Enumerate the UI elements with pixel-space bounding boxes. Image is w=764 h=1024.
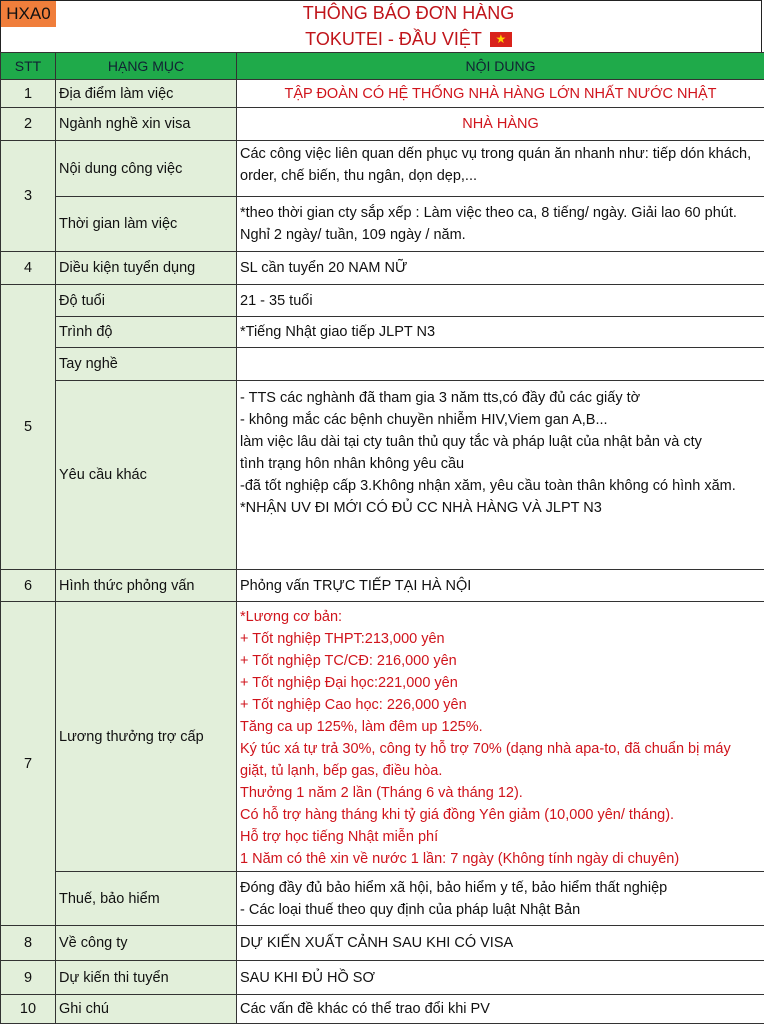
row-category: Độ tuổi	[56, 285, 237, 317]
table-row	[1, 348, 764, 381]
row-category: Về công ty	[56, 926, 237, 961]
row-content: 21 - 35 tuổi	[237, 285, 764, 317]
row-category: Dự kiến thi tuyển	[56, 961, 237, 995]
row-category: Diều kiện tuyển dụng	[56, 252, 237, 285]
row-category: Thời gian làm việc	[56, 197, 237, 252]
table-row	[1, 108, 764, 141]
row-number: 3	[1, 141, 56, 252]
table-row	[1, 317, 764, 348]
order-code: HXA0	[1, 1, 56, 27]
row-number: 10	[1, 995, 56, 1024]
row-content	[237, 348, 764, 381]
row-category: Địa điểm làm việc	[56, 80, 237, 108]
row-category: Tay nghề	[56, 348, 237, 381]
table-row	[1, 197, 764, 252]
row-category: Yêu cầu khác	[56, 381, 237, 570]
row-category: Thuế, bảo hiểm	[56, 872, 237, 926]
table-row	[1, 141, 764, 197]
table-row	[1, 381, 764, 570]
row-category: Hình thức phỏng vấn	[56, 570, 237, 602]
row-content: Phỏng vấn TRỰC TIẾP TẠI HÀ NỘI	[237, 570, 764, 602]
row-number: 6	[1, 570, 56, 602]
row-content: Các vấn đề khác có thể trao đổi khi PV	[237, 995, 764, 1024]
row-content: DỰ KIẾN XUẤT CẢNH SAU KHI CÓ VISA	[237, 926, 764, 961]
row-content: SAU KHI ĐỦ HỒ SƠ	[237, 961, 764, 995]
vietnam-flag-icon	[490, 32, 512, 47]
job-details-table	[0, 52, 764, 1024]
row-category: Ngành nghề xin visa	[56, 108, 237, 141]
row-content: *Tiếng Nhật giao tiếp JLPT N3	[237, 317, 764, 348]
row-category: Trình độ	[56, 317, 237, 348]
row-number: 1	[1, 80, 56, 108]
row-content: NHÀ HÀNG	[237, 108, 764, 141]
column-header-content: NỘI DUNG	[237, 53, 764, 80]
table-row	[1, 80, 764, 108]
row-content: TẬP ĐOÀN CÓ HỆ THỐNG NHÀ HÀNG LỚN NHẤT NƯỚC NHẬT	[237, 80, 764, 108]
page-title: THÔNG BÁO ĐƠN HÀNG	[302, 3, 515, 23]
row-category: Lương thưởng trợ cấp	[56, 602, 237, 872]
table-header-row	[1, 53, 764, 80]
row-content: SL cần tuyển 20 NAM NỮ	[237, 252, 764, 285]
row-number: 8	[1, 926, 56, 961]
table-row	[1, 285, 764, 317]
row-category: Nội dung công việc	[56, 141, 237, 197]
table-row	[1, 602, 764, 872]
title-block	[0, 0, 762, 52]
row-number: 4	[1, 252, 56, 285]
row-content: - TTS các nghành đã tham gia 3 năm tts,có đầy đủ các giấy tờ - không mắc các bệnh chuyền nhiễm HIV,Viem gan A,B... làm việc lâu dài tại cty tuân thủ quy tắc và pháp luật của nhật bản và cty tình trạng hôn nhân không yêu cầu -đã tốt nghiệp cấp 3.Không nhận xăm, yêu cầu toàn thân không có hình xăm. *NHẬN UV ĐI MỚI CÓ ĐỦ CC NHÀ HÀNG VÀ JLPT N3	[237, 381, 764, 570]
column-header-category: HẠNG MỤC	[56, 53, 237, 80]
row-content: Các công việc liên quan dến phục vụ trong quán ăn nhanh như: tiếp dón khách, order, chế biến, thu ngân, dọn dẹp,...	[237, 141, 764, 197]
row-number: 7	[1, 602, 56, 926]
table-row	[1, 570, 764, 602]
row-content: Đóng đầy đủ bảo hiểm xã hội, bảo hiểm y tế, bảo hiểm thất nghiệp - Các loại thuế theo quy định của pháp luật Nhật Bản	[237, 872, 764, 926]
table-row	[1, 252, 764, 285]
row-content: *theo thời gian cty sắp xếp : Làm việc theo ca, 8 tiếng/ ngày. Giải lao 60 phút. Nghỉ 2 ngày/ tuần, 109 ngày / năm.	[237, 197, 764, 252]
table-row	[1, 926, 764, 961]
table-row	[1, 995, 764, 1024]
table-row	[1, 872, 764, 926]
row-number: 9	[1, 961, 56, 995]
table-row	[1, 961, 764, 995]
row-category: Ghi chú	[56, 995, 237, 1024]
row-number: 5	[1, 285, 56, 570]
page-subtitle	[56, 29, 761, 50]
row-number: 2	[1, 108, 56, 141]
column-header-stt: STT	[1, 53, 56, 80]
subtitle-text: TOKUTEI - ĐẦU VIỆT	[305, 29, 482, 49]
row-content: *Lương cơ bản: + Tốt nghiệp THPT:213,000 yên + Tốt nghiệp TC/CĐ: 216,000 yên + Tốt nghiệp Đại học:221,000 yên + Tốt nghiệp Cao học: 226,000 yên Tăng ca up 125%, làm đêm up 125%. Ký túc xá tự trả 30%, công ty hỗ trợ 70% (dạng nhà apa-to, đã chuẩn bị máy giặt, tủ lạnh, bếp gas, điều hòa. Thưởng 1 năm 2 lần (Tháng 6 và tháng 12). Có hỗ trợ hàng tháng khi tỷ giá đồng Yên giảm (10,000 yên/ tháng). Hỗ trợ học tiếng Nhật miễn phí 1 Năm có thê xin về nước 1 lần: 7 ngày (Không tính ngày di chuyên)	[237, 602, 764, 872]
